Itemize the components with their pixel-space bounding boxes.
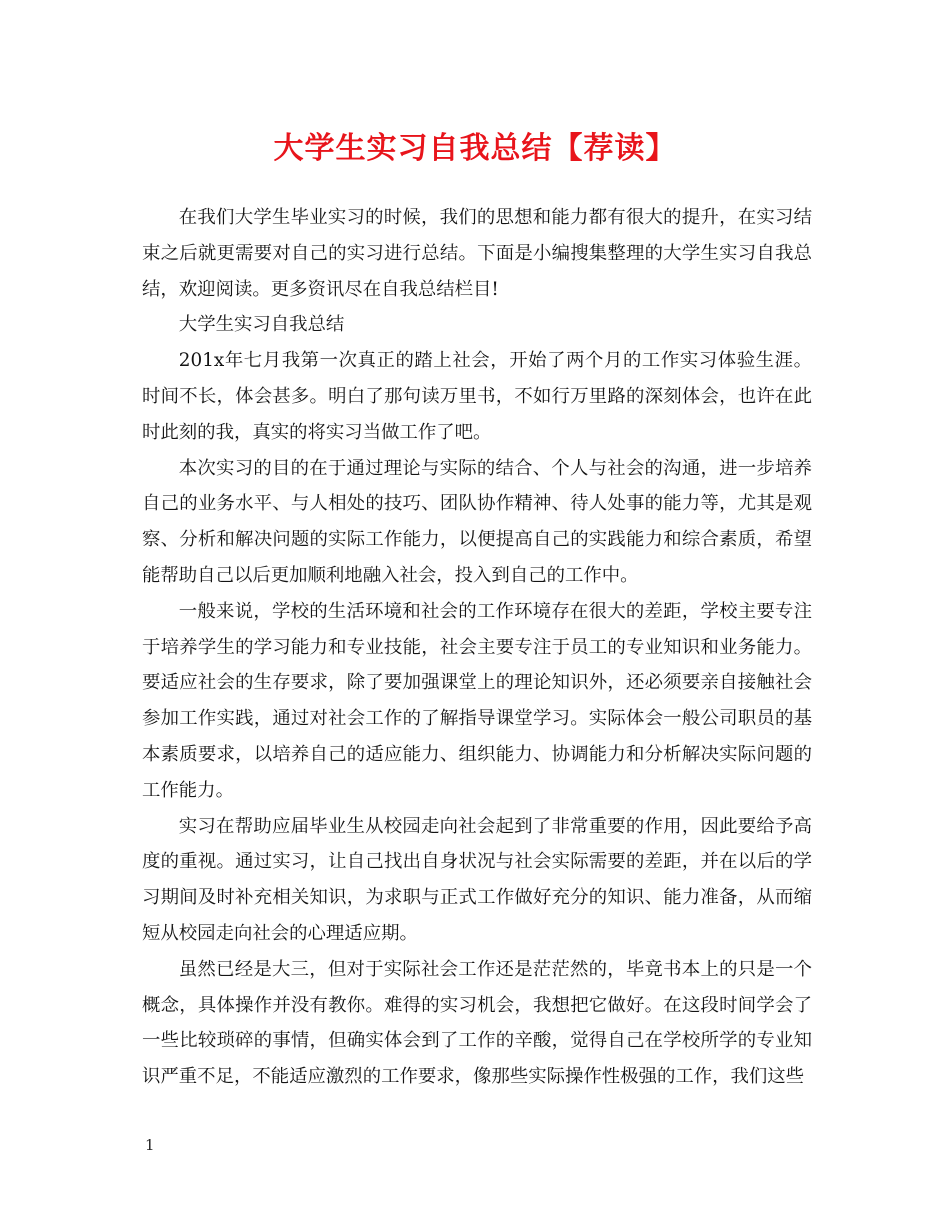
- paragraph-5: 虽然已经是大三，但对于实际社会工作还是茫茫然的，毕竟书本上的只是一个概念，具体操作并没有教你。难得的实习机会，我想把它做好。在这段时间学会了一些比较琐碎的事情，但确实体会到了工作的辛酸，觉得自己在学校所学的专业知识严重不足，不能适应激烈的工作要求，像那些实际操作性极强的工作，我们这些: [142, 958, 812, 1088]
- paragraph-intro: 在我们大学生毕业实习的时候，我们的思想和能力都有很大的提升，在实习结束之后就更需要对自己的实习进行总结。下面是小编搜集整理的大学生实习自我总结，欢迎阅读。更多资讯尽在自我总结栏目!: [142, 207, 812, 300]
- document-title: 大学生实习自我总结【荐读】: [273, 131, 677, 166]
- paragraph-4: 实习在帮助应届毕业生从校园走向社会起到了非常重要的作用，因此要给予高度的重视。通过实习，让自己找出自身状况与社会实际需要的差距，并在以后的学习期间及时补充相关知识，为求职与正式工作做好充分的知识、能力准备，从而缩短从校园走向社会的心理适应期。: [142, 815, 812, 944]
- paragraph-2: 本次实习的目的在于通过理论与实际的结合、个人与社会的沟通，进一步培养自己的业务水平、与人相处的技巧、团队协作精神、待人处事的能力等，尤其是观察、分析和解决问题的实际工作能力，以便提高自己的实践能力和综合素质，希望能帮助自己以后更加顺利地融入社会，投入到自己的工作中。: [142, 457, 812, 586]
- paragraph-1: 201x年七月我第一次真正的踏上社会，开始了两个月的工作实习体验生涯。时间不长，体会甚多。明白了那句读万里书，不如行万里路的深刻体会，也许在此时此刻的我，真实的将实习当做工作了吧。: [142, 350, 812, 443]
- paragraph-heading: 大学生实习自我总结: [178, 314, 345, 336]
- paragraph-3: 一般来说，学校的生活环境和社会的工作环境存在很大的差距，学校主要专注于培养学生的学习能力和专业技能，社会主要专注于员工的专业知识和业务能力。要适应社会的生存要求，除了要加强课堂上的理论知识外，还必须要亲自接触社会参加工作实践，通过对社会工作的了解指导课堂学习。实际体会一般公司职员的基本素质要求，以培养自己的适应能力、组织能力、协调能力和分析解决实际问题的工作能力。: [142, 600, 812, 801]
- page-number: 1: [145, 1136, 155, 1154]
- document-body: [142, 200, 812, 1095]
